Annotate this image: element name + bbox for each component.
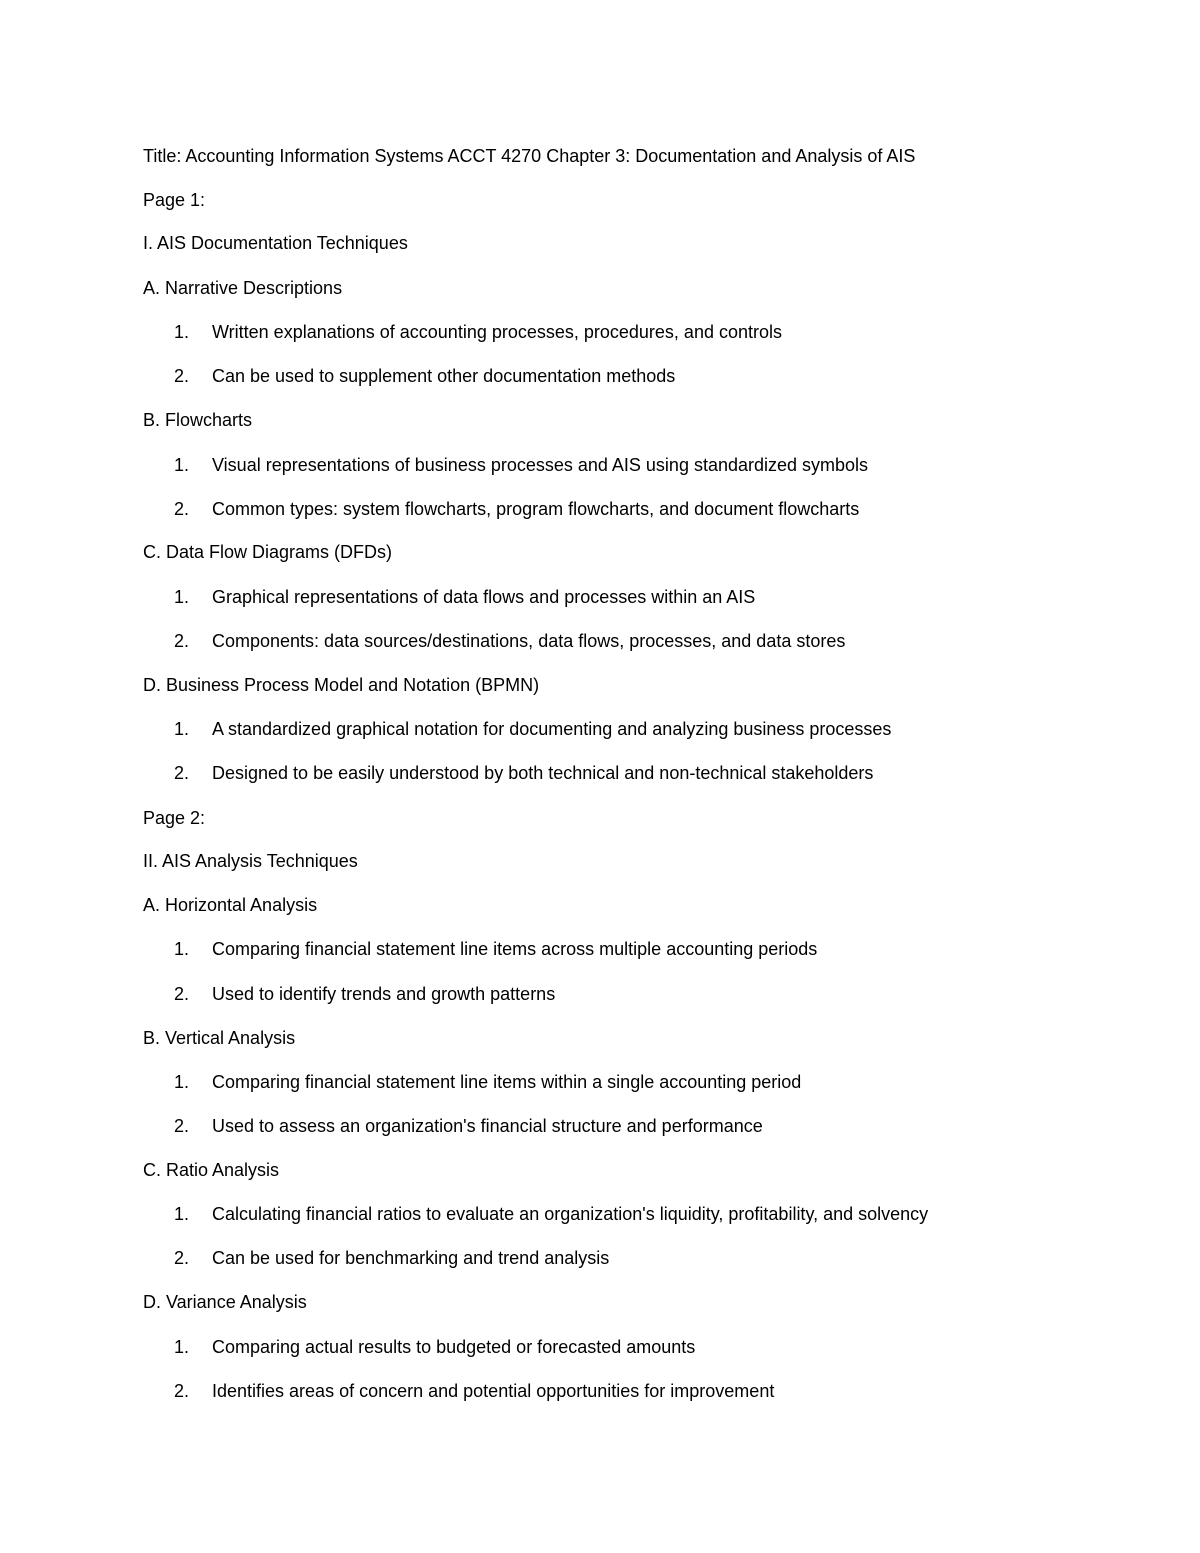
- section-heading: II. AIS Analysis Techniques: [143, 851, 358, 871]
- list-item-number: 2.: [174, 499, 190, 519]
- list-item-number: 2.: [174, 763, 190, 783]
- list-item-number: 2.: [174, 1381, 190, 1401]
- list-item-text: Visual representations of business processes and AIS using standardized symbols: [212, 455, 869, 475]
- list-item-text: Comparing actual results to budgeted or forecasted amounts: [212, 1337, 696, 1357]
- list-item: [174, 321, 782, 343]
- subsection-heading: D. Business Process Model and Notation (BPMN): [143, 675, 540, 695]
- list-item-text: A standardized graphical notation for documenting and analyzing business processes: [212, 719, 892, 739]
- list-item-number: 2.: [174, 1248, 190, 1268]
- list-item: [174, 938, 817, 960]
- list-item: [174, 630, 845, 652]
- list-item: [174, 1203, 928, 1225]
- subsection-heading: C. Ratio Analysis: [143, 1160, 280, 1180]
- list-item-number: 1.: [174, 587, 190, 607]
- subsection-heading: D. Variance Analysis: [143, 1292, 307, 1312]
- list-item: [174, 586, 755, 608]
- page-label: Page 2:: [143, 808, 206, 828]
- page-label: Page 1:: [143, 190, 206, 210]
- list-item-number: 2.: [174, 984, 190, 1004]
- list-item-number: 1.: [174, 719, 190, 739]
- subsection-heading: A. Horizontal Analysis: [143, 895, 318, 915]
- section-heading: I. AIS Documentation Techniques: [143, 233, 408, 253]
- list-item: [174, 1380, 774, 1402]
- list-item-number: 2.: [174, 631, 190, 651]
- list-item-number: 2.: [174, 366, 190, 386]
- list-item: [174, 762, 873, 784]
- list-item: [174, 1071, 801, 1093]
- subsection-heading: B. Vertical Analysis: [143, 1028, 296, 1048]
- list-item-number: 1.: [174, 1072, 190, 1092]
- list-item: [174, 365, 675, 387]
- list-item: [174, 1247, 609, 1269]
- list-item-number: 1.: [174, 1204, 190, 1224]
- subsection-heading: B. Flowcharts: [143, 410, 253, 430]
- list-item-number: 1.: [174, 1337, 190, 1357]
- subsection-heading: A. Narrative Descriptions: [143, 278, 343, 298]
- list-item-text: Written explanations of accounting processes, procedures, and controls: [212, 322, 782, 342]
- list-item-text: Identifies areas of concern and potential opportunities for improvement: [212, 1381, 775, 1401]
- list-item-number: 1.: [174, 939, 190, 959]
- list-item-text: Used to identify trends and growth patterns: [212, 984, 556, 1004]
- list-item-number: 2.: [174, 1116, 190, 1136]
- list-item-text: Components: data sources/destinations, data flows, processes, and data stores: [212, 631, 846, 651]
- list-item-text: Common types: system flowcharts, program flowcharts, and document flowcharts: [212, 499, 860, 519]
- list-item: [174, 983, 555, 1005]
- list-item-text: Designed to be easily understood by both technical and non-technical stakeholders: [212, 763, 874, 783]
- list-item-number: 1.: [174, 455, 190, 475]
- list-item-text: Can be used to supplement other documentation methods: [212, 366, 676, 386]
- list-item: [174, 498, 859, 520]
- list-item: [174, 1115, 763, 1137]
- document-title: Title: Accounting Information Systems ACCT 4270 Chapter 3: Documentation and Analysis of AIS: [143, 146, 916, 166]
- list-item-text: Comparing financial statement line items across multiple accounting periods: [212, 939, 818, 959]
- list-item-text: Can be used for benchmarking and trend analysis: [212, 1248, 610, 1268]
- list-item-text: Calculating financial ratios to evaluate an organization's liquidity, profitability, and solvency: [212, 1204, 929, 1224]
- list-item-number: 1.: [174, 322, 190, 342]
- list-item: [174, 454, 868, 476]
- list-item: [174, 1336, 695, 1358]
- list-item-text: Comparing financial statement line items within a single accounting period: [212, 1072, 802, 1092]
- list-item-text: Used to assess an organization's financial structure and performance: [212, 1116, 763, 1136]
- subsection-heading: C. Data Flow Diagrams (DFDs): [143, 542, 393, 562]
- list-item: [174, 718, 891, 740]
- list-item-text: Graphical representations of data flows and processes within an AIS: [212, 587, 756, 607]
